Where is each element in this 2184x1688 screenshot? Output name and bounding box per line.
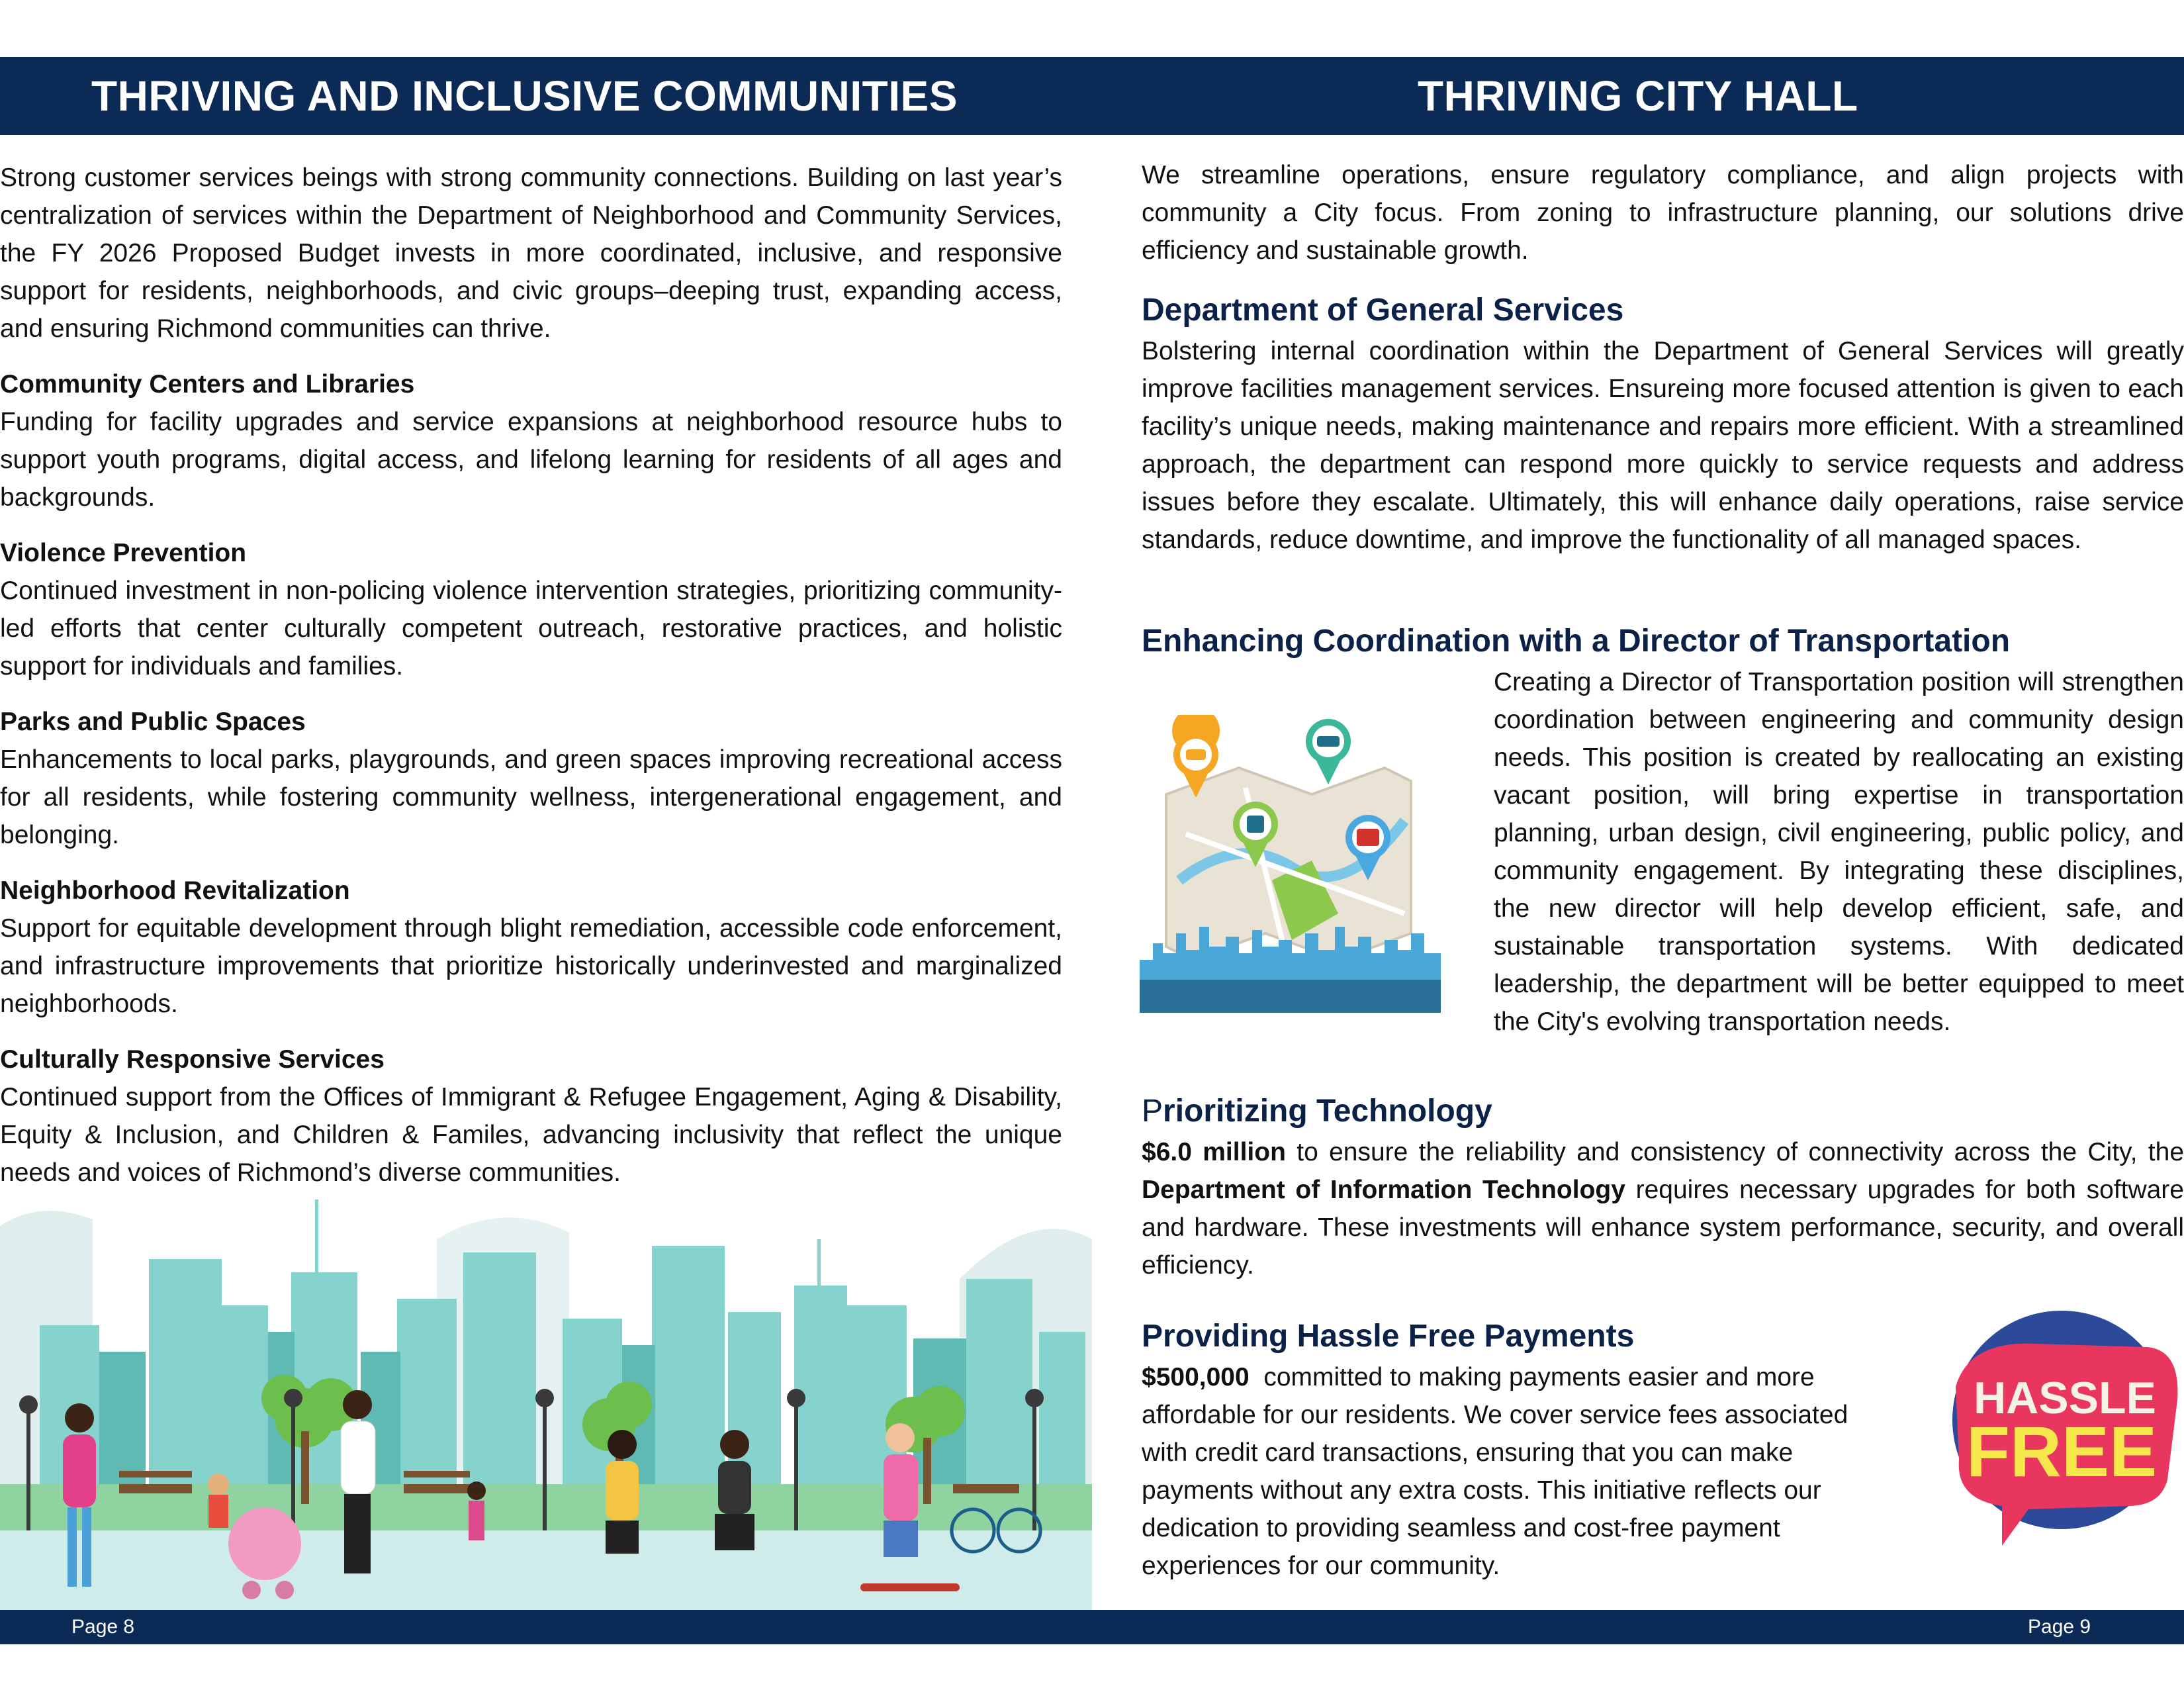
- section-heading: [1142, 1090, 2184, 1133]
- section-body: Bolstering internal coordination within the Department of General Services will greatly improve facilities management services. Ensureing more focused attention is given to each facility’s unique needs, making maintenance and repairs more efficient. With a streamlined approach, the department can respond more quickly to service requests and address issues before they escalate. Ultimately, this will enhance daily operations, raise service standards, reduce downtime, and improve the functionality of all managed spaces.: [1142, 337, 2184, 554]
- city-park-illustration: [0, 1199, 1092, 1610]
- section-heading: Community Centers and Libraries: [0, 370, 415, 399]
- section-body: Continued investment in non-policing violence intervention strategies, prioritizing community-led efforts that center culturally competent outreach, restorative practices, and holistic support for individuals and families.: [0, 577, 1062, 680]
- section-body: [1142, 1358, 1876, 1585]
- section-body: [1142, 1133, 2184, 1284]
- badge-line-1: HASSLE: [1974, 1373, 2156, 1423]
- payments-text: committed to making payments easier and more affordable for our residents. We cover service fees associated with credit card transactions, ensuring that you can make payments without any extra costs. This initiative reflects our dedication to providing seamless and cost-free payment experiences for our community.: [1142, 1363, 1856, 1580]
- section-body: Support for equitable development through blight remediation, accessible code enforcement, and infrastructure improvements that prioritize historically underinvested and marginalized neighborhoods.: [0, 914, 1062, 1018]
- page-number-left: Page 8: [71, 1616, 135, 1638]
- section-body: Continued support from the Offices of Immigrant & Refugee Engagement, Aging & Disability, Equity & Inclusion, and Children & Familes, advancing inclusivity that reflect the unique needs and voices of Richmond’s diverse communities.: [0, 1083, 1062, 1187]
- right-intro: [1142, 156, 2184, 269]
- section-heading: Parks and Public Spaces: [0, 708, 306, 736]
- section-culturally-responsive: [0, 1041, 1062, 1192]
- left-intro-text: Strong customer services beings with strong community connections. Building on last year’s centralization of services within the Department of Neighborhood and Community Services, the FY 2026 Proposed Budget invests in more coordinated, inclusive, and responsive support for residents, neighborhoods, and civic groups–deeping trust, expanding access, and ensuring Richmond communities can thrive.: [0, 164, 1062, 343]
- tech-text-2: requires necessary upgrades for both software and hardware. These investments will enhance system performance, security, and overall efficiency.: [1142, 1176, 2184, 1280]
- payments-amount: $500,000: [1142, 1363, 1250, 1391]
- section-heading: Department of General Services: [1142, 293, 1624, 328]
- section-heading: Violence Prevention: [0, 539, 247, 567]
- page-number-right: Page 9: [2028, 1616, 2091, 1638]
- section-body: Enhancements to local parks, playgrounds, and green spaces improving recreational access for all residents, while fostering community wellness, intergenerational engagement, and belonging.: [0, 745, 1062, 849]
- left-intro: [0, 159, 1062, 348]
- badge-line-2: FREE: [1966, 1411, 2158, 1491]
- section-heading: Neighborhood Revitalization: [0, 876, 350, 905]
- tech-department: Department of Information Technology: [1142, 1176, 1625, 1204]
- section-general-services: [1142, 289, 2184, 559]
- tech-amount: $6.0 million: [1142, 1138, 1286, 1166]
- section-revitalization: [0, 872, 1062, 1023]
- right-intro-text: We streamline operations, ensure regulatory compliance, and align projects with community a City focus. From zoning to infrastructure planning, our solutions drive efficiency and sustainable growth.: [1142, 161, 2184, 265]
- section-heading: Culturally Responsive Services: [0, 1045, 385, 1074]
- section-parks: [0, 703, 1062, 854]
- section-community-centers: [0, 365, 1062, 516]
- heading-rest: rioritizing Technology: [1163, 1094, 1492, 1129]
- page-title-left: THRIVING AND INCLUSIVE COMMUNITIES: [91, 72, 958, 120]
- section-body: Funding for facility upgrades and service expansions at neighborhood resource hubs to support youth programs, digital access, and lifelong learning for residents of all ages and backgrounds.: [0, 408, 1062, 512]
- section-technology: [1142, 1090, 2184, 1284]
- section-body: Creating a Director of Transportation position will strengthen coordination between engineering and community design needs. This position is created by reallocating an existing vacant position, will bring expertise in transportation planning, urban design, civil engineering, public policy, and community engagement. By integrating these disciplines, the new director will help develop efficient, safe, and sustainable transportation systems. With dedicated leadership, the department will be better equipped to meet the City's evolving transportation needs.: [1494, 668, 2184, 1036]
- section-violence-prevention: [0, 534, 1062, 685]
- section-heading: Enhancing Coordination with a Director of Transportation: [1142, 624, 2011, 659]
- heading-initial: P: [1142, 1094, 1163, 1129]
- hassle-free-badge: [1929, 1307, 2184, 1559]
- left-column: [0, 159, 1062, 1192]
- transportation-map-icon: [1140, 715, 1441, 1013]
- section-heading: Providing Hassle Free Payments: [1142, 1319, 1635, 1354]
- tech-text-1: to ensure the reliability and consistency of connectivity across the City, the: [1285, 1138, 2184, 1166]
- footer-band: [0, 1610, 2184, 1644]
- bus-pin-icon: [1306, 719, 1351, 784]
- page-title-right: THRIVING CITY HALL: [1418, 72, 1858, 120]
